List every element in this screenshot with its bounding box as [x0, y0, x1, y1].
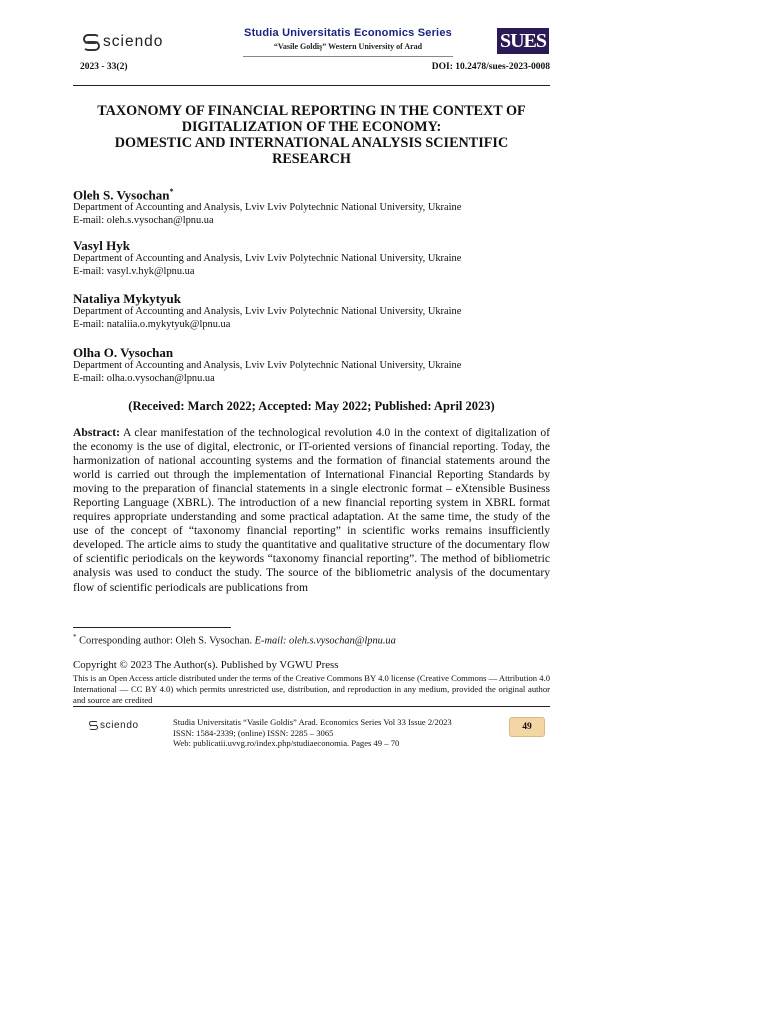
issue-number: 2023 - 33(2) — [80, 62, 128, 72]
journal-title: Studia Universitatis Economics Series — [244, 27, 452, 39]
footer-web: Web: publicatii.uvvg.ro/index.php/studiaeconomia. Pages 49 – 70 — [173, 738, 400, 748]
footnote — [73, 633, 550, 646]
sciendo-logo-icon — [82, 34, 98, 50]
sciendo-logo — [82, 33, 163, 51]
author-email: E-mail: olha.o.vysochan@lpnu.ua — [73, 372, 215, 384]
abstract-text: A clear manifestation of the technological revolution 4.0 in the context of digitalization of the economy is the use of digital, electronic, or IT-oriented versions of financial reporting. Today, the harmonization of national accounting systems and the formation of financial statements around the world is carried out through the implementation of International Financial Reporting Standards by moving to the preparation of financial statements in a single electronic format – eXtensible Business Reporting Language (XBRL). The introduction of a new financial reporting system in XBRL format requires appropriate understanding and some practical adaptation. At the same time, the study of the use of the concept of “taxonomy financial reporting” in scientific works remains insufficiently developed. The article aims to study the quantitative and qualitative structure of the documentary flow of scientific periodicals on the keywords “taxonomy financial reporting”. The method of bibliometric analysis was used to conduct the study. The source of the bibliometric analysis of the documentary flow of scientific periodicals are publications from — [73, 426, 550, 594]
author-block — [73, 291, 550, 331]
author-email: E-mail: nataliia.o.mykytyuk@lpnu.ua — [73, 318, 231, 330]
author-name: Nataliya Mykytyuk — [73, 291, 181, 306]
author-block — [73, 238, 550, 278]
author-block — [73, 345, 550, 385]
copyright: Copyright © 2023 The Author(s). Published by VGWU Press — [73, 659, 339, 671]
footnote-email: E-mail: oleh.s.vysochan@lpnu.ua — [254, 635, 396, 647]
author-name: Oleh S. Vysochan* — [73, 187, 174, 203]
journal-subtitle: “Vasile Goldiş” Western University of Arad — [273, 42, 423, 51]
author-name: Vasyl Hyk — [73, 238, 130, 253]
sues-badge-text: SUES — [499, 29, 547, 52]
author-affiliation: Department of Accounting and Analysis, Lviv Lviv Polytechnic National University, Ukraine — [73, 253, 462, 264]
footnote-mark: * — [73, 633, 77, 641]
footnote-divider — [73, 627, 231, 628]
footnote-text: Corresponding author: Oleh S. Vysochan. — [76, 635, 255, 647]
author-email: E-mail: oleh.s.vysochan@lpnu.ua — [73, 214, 214, 226]
page-number: 49 — [509, 717, 545, 737]
footer-sciendo-logo — [88, 720, 139, 731]
title-line-3: DOMESTIC AND INTERNATIONAL ANALYSIS SCIENTIFIC — [114, 135, 509, 151]
corresponding-mark: * — [169, 187, 174, 196]
author-affiliation: Department of Accounting and Analysis, Lviv Lviv Polytechnic National University, Ukraine — [73, 306, 462, 317]
footer-issn: ISSN: 1584-2339; (online) ISSN: 2285 – 3065 — [173, 727, 334, 738]
author-block — [73, 184, 550, 227]
sues-badge — [497, 28, 549, 54]
author-email: E-mail: vasyl.v.hyk@lpnu.ua — [73, 265, 195, 277]
title-line-1: TAXONOMY OF FINANCIAL REPORTING IN THE CONTEXT OF — [97, 103, 526, 119]
footer-info — [173, 717, 452, 749]
sciendo-logo-icon — [88, 721, 97, 731]
publication-dates: (Received: March 2022; Accepted: May 2022; Published: April 2023) — [128, 399, 495, 413]
doi: DOI: 10.2478/sues-2023-0008 — [431, 62, 550, 72]
author-affiliation: Department of Accounting and Analysis, Lviv Lviv Polytechnic National University, Ukraine — [73, 202, 462, 214]
author-name: Olha O. Vysochan — [73, 345, 174, 360]
header-divider — [73, 85, 550, 86]
journal-header — [73, 24, 550, 60]
journal-name-block — [243, 27, 453, 51]
license-text: This is an Open Access article distributed under the terms of the Creative Commons BY 4.0 license (Creative Commons — Attribution 4.0 International — CC BY 4.0) which permits unrestricted use, distribution, and reproduction in any medium, provided the original author and source are credited — [73, 673, 550, 705]
article-title — [73, 103, 550, 167]
footer-divider — [73, 706, 550, 707]
author-affiliation: Department of Accounting and Analysis, Lviv Lviv Polytechnic National University, Ukraine — [73, 360, 462, 371]
abstract-label: Abstract: — [73, 426, 121, 439]
abstract — [73, 426, 550, 595]
sciendo-logo-text: sciendo — [103, 33, 164, 50]
title-line-2: DIGITALIZATION OF THE ECONOMY: — [181, 119, 442, 135]
footer-journal: Studia Universitatis “Vasile Goldis” Arad. Economics Series Vol 33 Issue 2/2023 — [173, 717, 452, 727]
title-line-4: RESEARCH — [272, 151, 351, 167]
journal-underline — [243, 56, 453, 57]
footer-logo-text: sciendo — [100, 720, 139, 731]
